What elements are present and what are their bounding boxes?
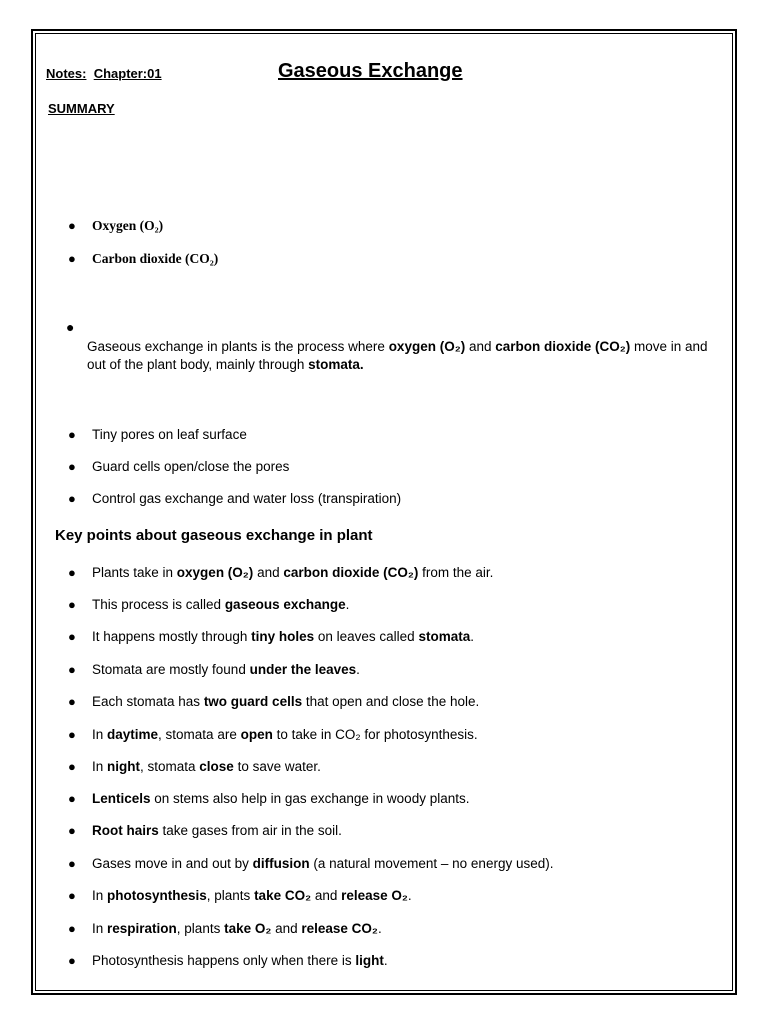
bullet-icon: ● [68, 597, 76, 612]
key-point-item: ● Plants take in oxygen (O₂) and carbon dioxide (CO₂) from the air. [68, 565, 494, 580]
bullet-icon: ● [68, 251, 76, 266]
notes-label: Notes: [46, 66, 87, 81]
bullet-icon: ● [68, 921, 76, 936]
bullet-icon: ● [68, 953, 76, 968]
chapter-label: Chapter:01 [93, 66, 162, 81]
bullet-icon: ● [68, 791, 76, 806]
key-points-heading: Key points about gaseous exchange in plant [55, 527, 373, 544]
key-point-item: ● It happens mostly through tiny holes on leaves called stomata. [68, 629, 474, 644]
intro-paragraph: Gaseous exchange in plants is the process where oxygen (O₂) and carbon dioxide (CO₂) move in and out of the plant body, mainly through stomata. [87, 339, 708, 372]
bullet-icon: ● [68, 427, 76, 442]
bullet-icon: ● [68, 491, 76, 506]
bullet-icon: ● [68, 856, 76, 871]
page-title: Gaseous Exchange [278, 60, 463, 82]
bullet-icon: ● [68, 823, 76, 838]
key-point-item: ● This process is called gaseous exchange. [68, 597, 350, 612]
key-point-item: ● Gases move in and out by diffusion (a natural movement – no energy used). [68, 856, 554, 871]
page-border-inner [35, 33, 733, 991]
bullet-icon: ● [68, 629, 76, 644]
key-point-item: ● In daytime, stomata are open to take in CO₂ for photosynthesis. [68, 727, 478, 742]
summary-label: SUMMARY [48, 101, 115, 116]
bullet-icon: ● [68, 888, 76, 903]
key-point-item: ● Each stomata has two guard cells that open and close the hole. [68, 694, 480, 709]
key-point-item: ● In respiration, plants take O₂ and release CO₂. [68, 921, 382, 936]
gas-item: ● Oxygen (O₂) [68, 218, 164, 233]
notes-header [46, 66, 162, 81]
key-point-item: ● Stomata are mostly found under the leaves. [68, 662, 360, 677]
bullet-icon: ● [68, 727, 76, 742]
key-point-item: ● In night, stomata close to save water. [68, 759, 321, 774]
key-point-item: ● Photosynthesis happens only when there is light. [68, 953, 388, 968]
gas-item: ● Carbon dioxide (CO₂) [68, 251, 219, 266]
bullet-icon: ● [68, 565, 76, 580]
bullet-icon: ● [68, 218, 76, 233]
list-item: ● Tiny pores on leaf surface [68, 427, 247, 442]
bullet-icon: ● [68, 459, 76, 474]
bullet-icon: ● [68, 759, 76, 774]
key-point-item: ● In photosynthesis, plants take CO₂ and release O₂. [68, 888, 412, 903]
list-item: ● Guard cells open/close the pores [68, 459, 290, 474]
bullet-icon: ● [66, 319, 75, 335]
list-item: ● Control gas exchange and water loss (transpiration) [68, 491, 402, 506]
bullet-icon: ● [68, 694, 76, 709]
bullet-icon: ● [68, 662, 76, 677]
key-point-item: ● Lenticels on stems also help in gas exchange in woody plants. [68, 791, 470, 806]
key-point-item: ● Root hairs take gases from air in the soil. [68, 823, 342, 838]
